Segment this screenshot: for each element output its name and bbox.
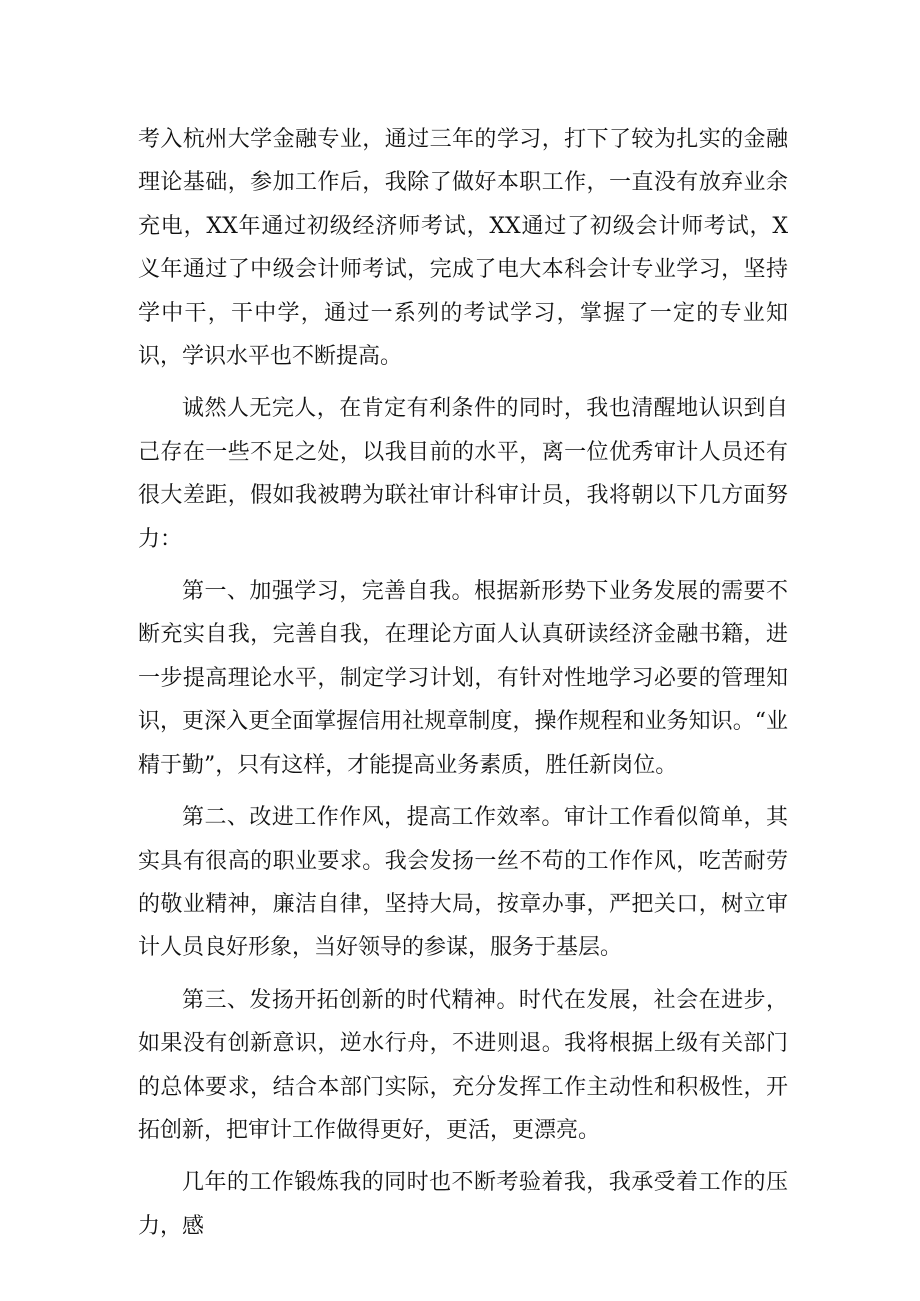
- paragraph-closing: 几年的工作锻炼我的同时也不断考验着我，我承受着工作的压力，感: [138, 1170, 788, 1239]
- paragraph-self-assessment: 诚然人无完人，在肯定有利条件的同时，我也清醒地认识到自己存在一些不足之处，以我目前的水平，离一位优秀审计人员还有很大差距，假如我被聘为联社审计科审计员，我将朝以下几方面努力：: [138, 396, 788, 552]
- document-body: [138, 118, 788, 1257]
- paragraph-point-one: 第一、加强学习，完善自我。根据新形势下业务发展的需要不断充实自我，完善自我，在理论方面人认真研读经济金融书籍，进一步提高理论水平，制定学习计划，有针对性地学习必要的管理知识，更深入更全面掌握信用社规章制度，操作规程和业务知识。“业精于勤”，只有这样，才能提高业务素质，胜任新岗位。: [138, 579, 788, 778]
- paragraph-point-three: 第三、发扬开拓创新的时代精神。时代在发展，社会在进步，如果没有创新意识，逆水行舟，不进则退。我将根据上级有关部门的总体要求，结合本部门实际，充分发挥工作主动性和积极性，开拓创新，把审计工作做得更好，更活，更漂亮。: [138, 987, 788, 1143]
- paragraph-point-two: 第二、改进工作作风，提高工作效率。审计工作看似简单，其实具有很高的职业要求。我会发扬一丝不苟的工作作风，吃苦耐劳的敬业精神，廉洁自律，坚持大局，按章办事，严把关口，树立审计人员良好形象，当好领导的参谋，服务于基层。: [138, 805, 788, 961]
- paragraph-education: 考入杭州大学金融专业，通过三年的学习，打下了较为扎实的金融理论基础，参加工作后，我除了做好本职工作，一直没有放弃业余充电，XX年通过初级经济师考试，XX通过了初级会计师考试，X义年通过了中级会计师考试，完成了电大本科会计专业学习，坚持学中干，干中学，通过一系列的考试学习，掌握了一定的专业知识，学识水平也不断提高。: [138, 127, 788, 370]
